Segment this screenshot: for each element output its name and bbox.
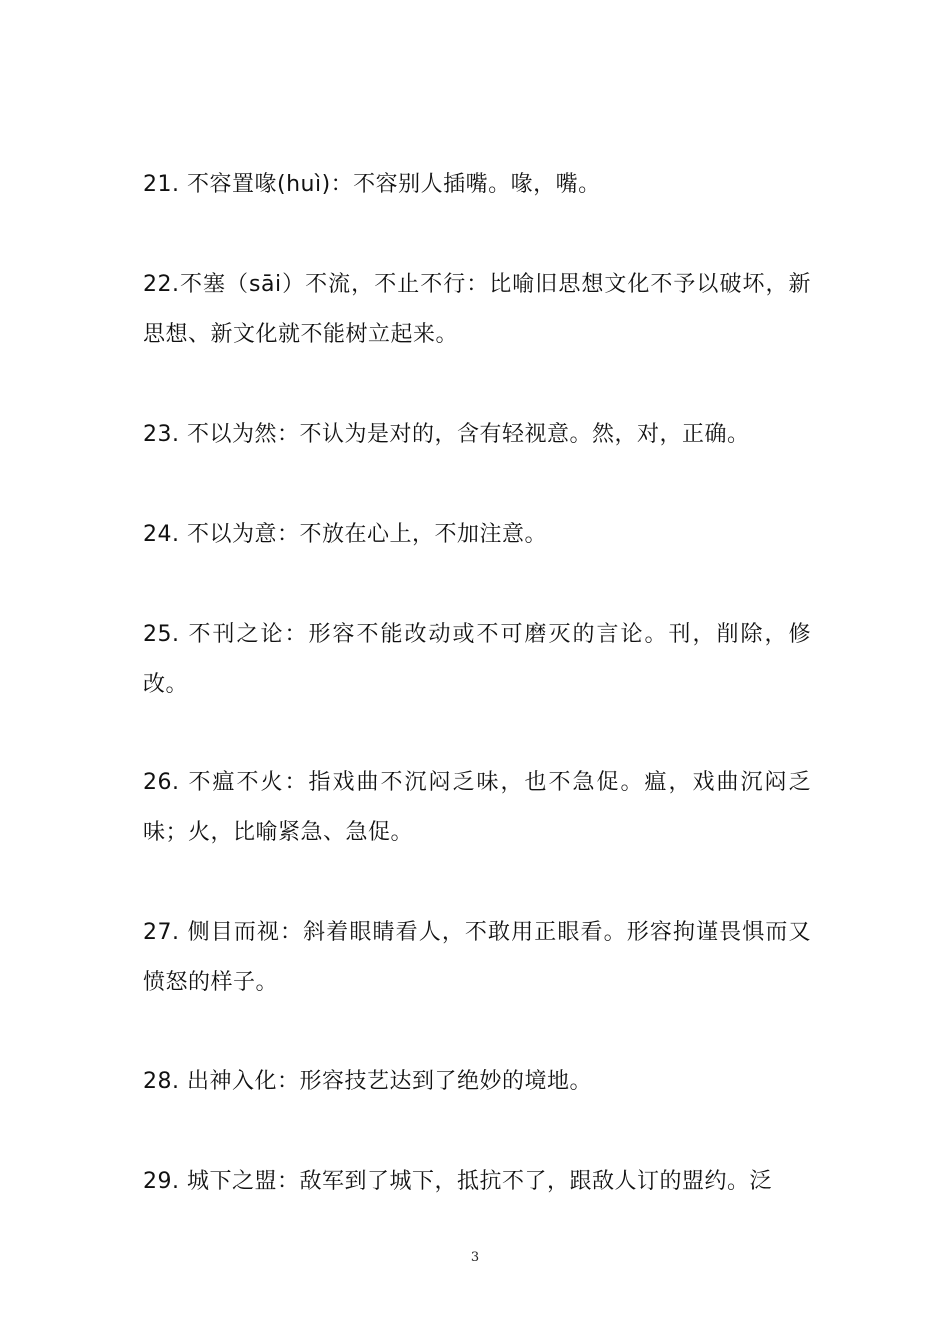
idiom-entry-26: 26. 不瘟不火：指戏曲不沉闷乏味，也不急促。瘟，戏曲沉闷乏味；火，比喻紧急、急促。	[143, 770, 811, 845]
idiom-entry-22: 22.不塞（sāi）不流，不止不行：比喻旧思想文化不予以破坏，新思想、新文化就不能树立起来。	[143, 272, 811, 347]
idiom-entry-28: 28. 出神入化：形容技艺达到了绝妙的境地。	[143, 1069, 592, 1094]
idiom-entry-27: 27. 侧目而视：斜着眼睛看人，不敢用正眼看。形容拘谨畏惧而又愤怒的样子。	[143, 920, 811, 995]
idiom-entry-25: 25. 不刊之论：形容不能改动或不可磨灭的言论。刊，削除，修改。	[143, 622, 811, 697]
idiom-entry-21: 21. 不容置喙(huì)：不容别人插嘴。喙，嘴。	[143, 172, 601, 197]
idiom-entry-29: 29. 城下之盟：敌军到了城下，抵抗不了，跟敌人订的盟约。泛	[143, 1169, 772, 1194]
idiom-entry-23: 23. 不以为然：不认为是对的，含有轻视意。然，对，正确。	[143, 422, 750, 447]
idiom-entry-24: 24. 不以为意：不放在心上，不加注意。	[143, 522, 547, 547]
page-number: 3	[470, 1250, 480, 1265]
